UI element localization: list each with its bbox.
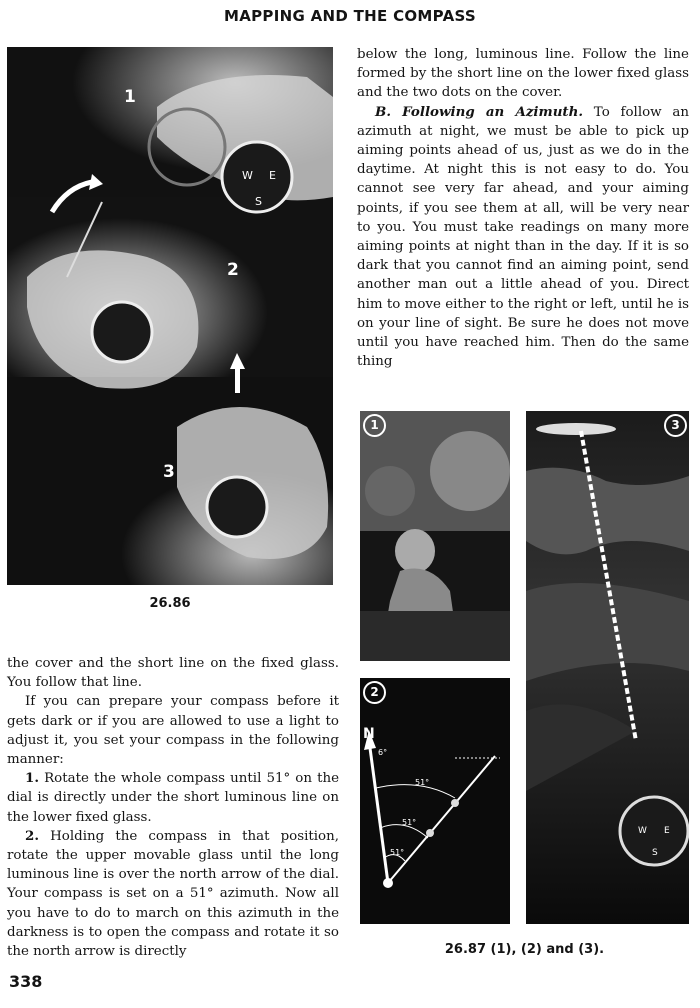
page-header: MAPPING AND THE COMPASS	[223, 7, 477, 25]
figure-label-2: 2	[227, 260, 239, 280]
diagram-north-label: N	[363, 726, 375, 742]
compass-photo-illustration	[7, 47, 333, 585]
paragraph-step-1	[7, 769, 339, 827]
paragraph-continuation: below the long, luminous line. Follow the line formed by the short line on the lower fixed glass and the two dots on the cover.	[357, 47, 689, 101]
step-1-number: 1.	[25, 770, 39, 787]
svg-text:W: W	[242, 169, 253, 182]
soldier-photo-illustration	[360, 411, 510, 661]
right-column-text	[357, 45, 689, 371]
step-2-text: Holding the compass in that position, rotate the upper movable glass until the long luminous line is over the north arrow of the dial. Your compass is set on a 51° azimuth. Now all you have to do to march on this azimuth in the darkness is to open the compass and rotate it so the north arrow is directly	[7, 828, 340, 960]
figure-caption-26-87: 26.87 (1), (2) and (3).	[444, 942, 605, 957]
left-column-text	[7, 654, 339, 961]
paragraph-cover-line: the cover and the short line on the fixed glass. You follow that line.	[7, 656, 339, 691]
panel-label-1: 1	[363, 414, 386, 437]
step-1-text: Rotate the whole compass until 51° on the dial is directly under the short luminous line on the lower fixed glass.	[7, 771, 339, 825]
compass-photo-figure	[7, 47, 333, 585]
section-body: To follow an azimuth at night, we must be able to pick up aiming points ahead of us, just as we do in the daytime. At night this is not easy to do. You cannot see very far ahead, and your aiming points, if you see them at all, will be very near to you. You must take readings on many more aiming points at night than in the day. If it is so dark that you cannot find an aiming point, send another man out a little ahead of you. Direct him to move either to the right or left, until he is on your line of sight. Be sure he does not move until you have reached him. Then do the same thing	[357, 104, 690, 370]
paragraph-prepare-compass: If you can prepare your compass before it gets dark or if you are allowed to use a light to adjust it, you set your compass in the following manner:	[7, 694, 339, 768]
paragraph-step-2	[7, 827, 339, 961]
figure-caption-26-86: 26.86	[149, 596, 191, 611]
photo-panel-3	[526, 411, 689, 924]
panel-label-3: 3	[664, 414, 687, 437]
panel-label-2: 2	[363, 681, 386, 704]
page-number: 338	[9, 972, 43, 991]
diagram-panel-2	[360, 678, 510, 924]
svg-text:E: E	[664, 826, 670, 836]
paragraph-following-azimuth	[357, 103, 689, 372]
svg-text:S: S	[652, 848, 658, 858]
svg-text:S: S	[255, 195, 262, 208]
night-sky-compass-illustration	[526, 411, 689, 924]
diagram-angle-a: 51°	[415, 778, 430, 787]
azimuth-diagram	[360, 678, 510, 924]
diagram-angle-c: 51°	[390, 848, 405, 857]
svg-text:E: E	[269, 169, 276, 182]
step-2-number: 2.	[25, 827, 39, 844]
diagram-angle-north: 6°	[378, 748, 388, 757]
photo-panel-1	[360, 411, 510, 661]
figure-label-3: 3	[163, 462, 175, 482]
diagram-angle-b: 51°	[402, 818, 417, 827]
svg-text:W: W	[638, 826, 647, 836]
section-heading: B. Following an Azimuth.	[375, 103, 584, 120]
figure-label-1: 1	[124, 87, 136, 107]
